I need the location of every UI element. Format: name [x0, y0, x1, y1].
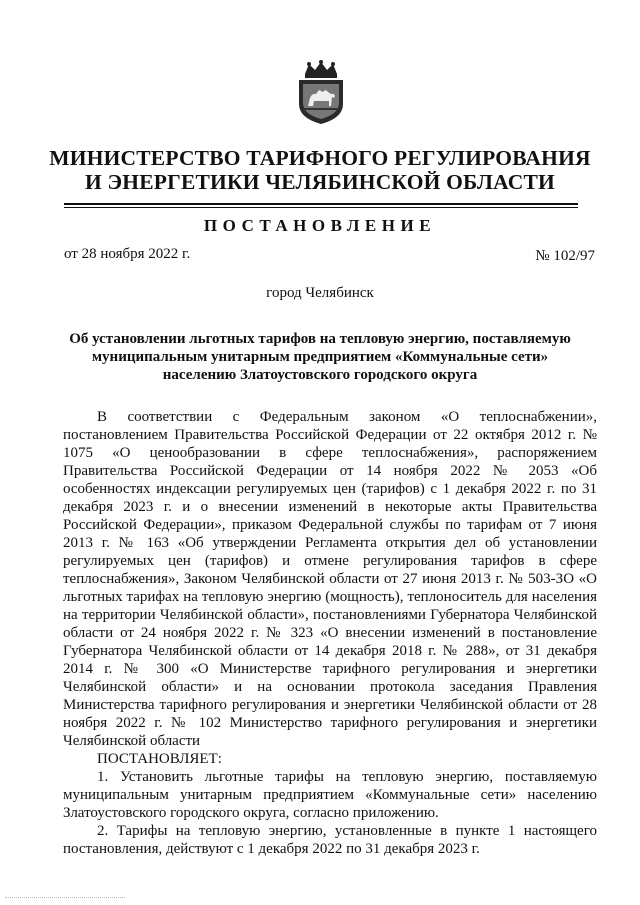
- header-rule-thick: [64, 203, 578, 205]
- document-type: ПОСТАНОВЛЕНИЕ: [203, 216, 437, 235]
- document-date: от 28 ноября 2022 г.: [64, 246, 191, 262]
- document-subject: Об установлении льготных тарифов на тепловую энергию, поставляемую муниципальным унитарным предприятием «Коммунальные сети» населению Златоустовского городского округа: [69, 331, 571, 383]
- document-number: № 102/97: [535, 248, 595, 264]
- item-2-paragraph: 2. Тарифы на тепловую энергию, установленные в пункте 1 настоящего постановления, действуют с 1 декабря 2022 по 31 декабря 2023 г.: [63, 823, 597, 857]
- ministry-name: [0, 146, 640, 194]
- item-1-paragraph: 1. Установить льготные тарифы на тепловую энергию, поставляемую муниципальным унитарным предприятием «Коммунальные сети» населению Златоустовского городского округа, согласно приложению.: [63, 769, 597, 821]
- header-rule-thin: [64, 207, 578, 208]
- ministry-name-line1: МИНИСТЕРСТВО ТАРИФНОГО РЕГУЛИРОВАНИЯ: [49, 146, 591, 170]
- chelyabinsk-coat-of-arms-icon: [295, 60, 347, 126]
- decree-heading: ПОСТАНОВЛЯЕТ:: [97, 751, 222, 767]
- preamble-paragraph: В соответствии с Федеральным законом «О теплоснабжении», постановлением Правительства Российской Федерации от 22 октября 2012 г. № 1075 «О ценообразовании в сфере теплоснабжения», распоряжением Правительства Российской Федерации от 14 ноября 2022 № 2053 «Об особенностях индексации регулируемых цен (тарифов) с 1 декабря 2022 г. по 31 декабря 2023 г. и о внесении изменений в некоторые акты Правительства Российской Федерации», приказом Федеральной службы по тарифам от 7 июня 2013 г. № 163 «Об утверждении Регламента открытия дел об установлении регулируемых цен (тарифов) и отмене регулирования тарифов в сфере теплоснабжения», Законом Челябинской области от 27 июня 2013 г. № 503-ЗО «О льготных тарифах на тепловую энергию (мощность), теплоноситель для населения на территории Челябинской области», постановлениями Губернатора Челябинской области от 24 ноября 2022 г. № 323 «О внесении изменений в постановление Губернатора Челябинской области от 14 декабря 2018 г. № 288», от 31 декабря 2014 г. № 300 «О Министерстве тарифного регулирования и энергетики Челябинской области» и на основании протокола заседания Правления Министерства тарифного регулирования и энергетики Челябинской области от 28 ноября 2022 г. № 102 Министерство тарифного регулирования и энергетики Челябинской области: [63, 409, 597, 749]
- document-body: [63, 408, 597, 858]
- document-city: город Челябинск: [266, 285, 374, 301]
- scan-artifact: [5, 897, 125, 901]
- ministry-name-line2: И ЭНЕРГЕТИКИ ЧЕЛЯБИНСКОЙ ОБЛАСТИ: [85, 170, 555, 194]
